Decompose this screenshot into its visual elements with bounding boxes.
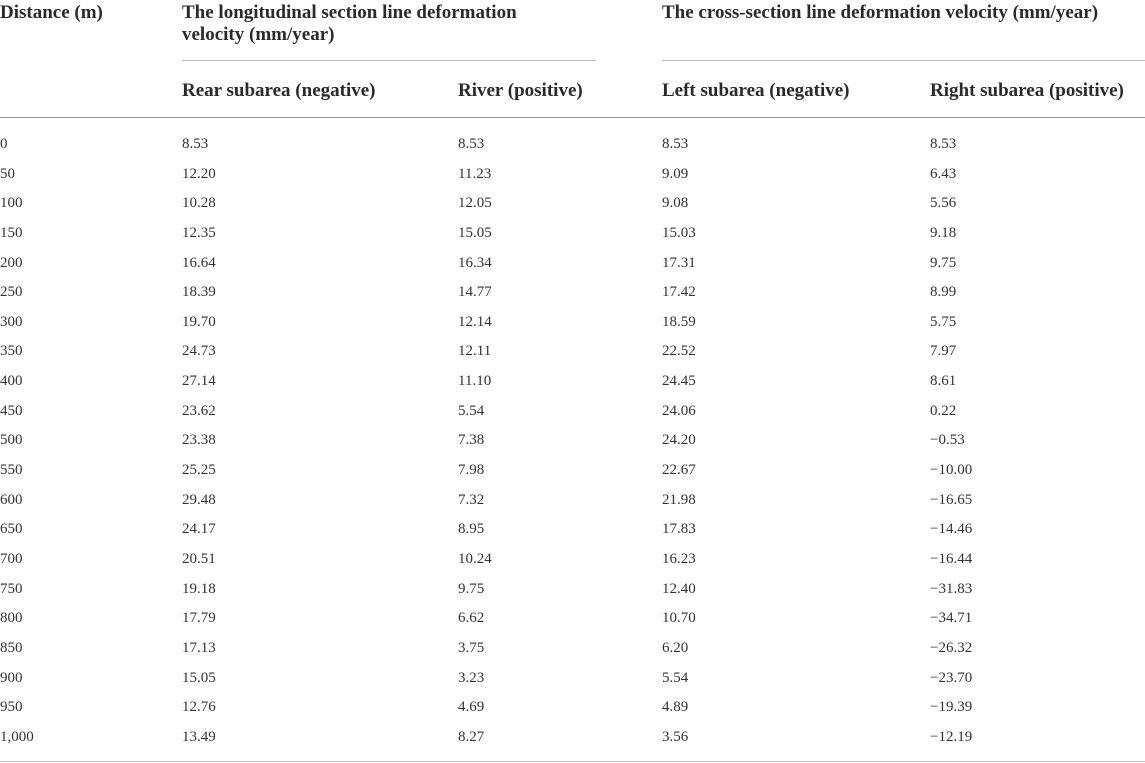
cell-right: 9.75 xyxy=(930,254,957,271)
table-row xyxy=(0,515,1145,545)
cell-distance: 500 xyxy=(0,432,23,449)
cell-river: 12.11 xyxy=(458,343,492,360)
cell-left: 24.06 xyxy=(662,402,696,419)
cell-left: 12.40 xyxy=(662,580,696,597)
cell-left: 21.98 xyxy=(662,491,696,508)
cell-right: 5.56 xyxy=(930,195,957,212)
cell-rear: 24.73 xyxy=(182,343,216,360)
table-row xyxy=(0,723,1145,753)
cell-left: 8.53 xyxy=(662,136,689,152)
cell-right: −19.39 xyxy=(930,699,973,716)
cell-rear: 20.51 xyxy=(182,550,216,567)
cell-right: 5.75 xyxy=(930,313,957,330)
cell-left: 15.03 xyxy=(662,224,696,241)
cell-distance: 150 xyxy=(0,224,23,241)
cell-river: 7.98 xyxy=(458,462,485,479)
cell-rear: 23.38 xyxy=(182,432,216,449)
cell-left: 17.31 xyxy=(662,254,696,271)
cell-right: −10.00 xyxy=(930,462,973,479)
cell-distance: 800 xyxy=(0,610,23,627)
cell-river: 12.14 xyxy=(458,313,492,330)
cell-right: 0.22 xyxy=(930,402,957,419)
table-row xyxy=(0,130,1145,160)
cell-left: 24.20 xyxy=(662,432,696,449)
cell-left: 9.09 xyxy=(662,165,689,182)
cell-left: 17.83 xyxy=(662,521,696,538)
cell-rear: 16.64 xyxy=(182,254,216,271)
cell-left: 10.70 xyxy=(662,610,696,627)
cell-rear: 13.49 xyxy=(182,728,216,745)
cell-left: 5.54 xyxy=(662,669,689,686)
table-row xyxy=(0,189,1145,219)
table-row xyxy=(0,278,1145,308)
cell-right: −34.71 xyxy=(930,610,973,627)
cell-distance: 650 xyxy=(0,521,23,538)
cell-distance: 900 xyxy=(0,669,23,686)
cell-right: −12.19 xyxy=(930,728,973,745)
cell-left: 9.08 xyxy=(662,195,689,212)
cell-rear: 8.53 xyxy=(182,136,209,152)
cell-river: 8.95 xyxy=(458,521,485,538)
cell-river: 12.05 xyxy=(458,195,492,212)
cell-rear: 27.14 xyxy=(182,373,216,390)
table-row xyxy=(0,456,1145,486)
cell-rear: 12.35 xyxy=(182,224,216,241)
cell-distance: 700 xyxy=(0,550,23,567)
table-row xyxy=(0,545,1145,575)
table-row xyxy=(0,337,1145,367)
cell-distance: 950 xyxy=(0,699,23,716)
table-row xyxy=(0,634,1145,664)
cell-right: −16.44 xyxy=(930,550,973,567)
cell-distance: 250 xyxy=(0,284,23,301)
cell-river: 3.75 xyxy=(458,639,485,656)
table-row xyxy=(0,664,1145,694)
cell-left: 22.52 xyxy=(662,343,696,360)
table-row xyxy=(0,308,1145,338)
cell-river: 7.32 xyxy=(458,491,485,508)
cell-distance: 550 xyxy=(0,462,23,479)
group-rule-longitudinal xyxy=(182,60,596,61)
cell-distance: 850 xyxy=(0,639,23,656)
header-river: River (positive) xyxy=(458,80,583,101)
cell-river: 16.34 xyxy=(458,254,492,271)
cell-distance: 400 xyxy=(0,373,23,390)
cell-left: 6.20 xyxy=(662,639,689,656)
cell-river: 11.23 xyxy=(458,165,492,182)
cell-right: −26.32 xyxy=(930,639,973,656)
header-left-subarea: Left subarea (negative) xyxy=(662,80,850,101)
cell-river: 8.27 xyxy=(458,728,485,745)
header-longitudinal: The longitudinal section line deformation velocity (mm/year) xyxy=(182,2,517,45)
cell-river: 5.54 xyxy=(458,402,485,419)
cell-distance: 750 xyxy=(0,580,23,597)
cell-distance: 1,000 xyxy=(0,728,34,745)
cell-rear: 10.28 xyxy=(182,195,216,212)
cell-distance: 600 xyxy=(0,491,23,508)
cell-rear: 17.79 xyxy=(182,610,216,627)
cell-rear: 12.20 xyxy=(182,165,216,182)
cell-river: 11.10 xyxy=(458,373,492,390)
cell-rear: 29.48 xyxy=(182,491,216,508)
header-rear-subarea: Rear subarea (negative) xyxy=(182,80,376,101)
cell-right: 8.53 xyxy=(930,136,957,152)
cell-river: 10.24 xyxy=(458,550,492,567)
cell-right: 8.99 xyxy=(930,284,957,301)
cell-river: 8.53 xyxy=(458,136,485,152)
header-cross: The cross-section line deformation velocity (mm/year) xyxy=(662,2,1099,23)
cell-rear: 19.18 xyxy=(182,580,216,597)
header-distance: Distance (m) xyxy=(0,2,103,23)
cell-right: −23.70 xyxy=(930,669,973,686)
cell-river: 9.75 xyxy=(458,580,485,597)
cell-rear: 23.62 xyxy=(182,402,216,419)
cell-right: −14.46 xyxy=(930,521,973,538)
cell-right: −16.65 xyxy=(930,491,973,508)
table-body xyxy=(0,130,1145,752)
cell-right: 9.18 xyxy=(930,224,957,241)
cell-right: 6.43 xyxy=(930,165,957,182)
cell-rear: 17.13 xyxy=(182,639,216,656)
cell-right: 8.61 xyxy=(930,373,957,390)
cell-left: 24.45 xyxy=(662,373,696,390)
table-row xyxy=(0,397,1145,427)
cell-rear: 25.25 xyxy=(182,462,216,479)
cell-left: 4.89 xyxy=(662,699,689,716)
header-right-subarea: Right subarea (positive) xyxy=(930,80,1124,101)
cell-distance: 200 xyxy=(0,254,23,271)
cell-distance: 100 xyxy=(0,195,23,212)
cell-left: 3.56 xyxy=(662,728,689,745)
cell-distance: 50 xyxy=(0,165,15,182)
table-row xyxy=(0,426,1145,456)
table-row xyxy=(0,160,1145,190)
table-row xyxy=(0,219,1145,249)
header-bottom-rule xyxy=(0,117,1145,118)
cell-river: 14.77 xyxy=(458,284,492,301)
table-row xyxy=(0,693,1145,723)
cell-river: 15.05 xyxy=(458,224,492,241)
cell-rear: 18.39 xyxy=(182,284,216,301)
cell-distance: 0 xyxy=(0,136,8,152)
table-bottom-rule xyxy=(0,761,1145,762)
cell-river: 4.69 xyxy=(458,699,485,716)
table-row xyxy=(0,575,1145,605)
cell-left: 17.42 xyxy=(662,284,696,301)
cell-right: −31.83 xyxy=(930,580,973,597)
cell-left: 18.59 xyxy=(662,313,696,330)
table-row xyxy=(0,367,1145,397)
group-rule-cross xyxy=(662,60,1145,61)
cell-distance: 300 xyxy=(0,313,23,330)
cell-right: −0.53 xyxy=(930,432,965,449)
cell-distance: 450 xyxy=(0,402,23,419)
cell-rear: 15.05 xyxy=(182,669,216,686)
cell-river: 3.23 xyxy=(458,669,485,686)
cell-right: 7.97 xyxy=(930,343,957,360)
cell-distance: 350 xyxy=(0,343,23,360)
table-row xyxy=(0,604,1145,634)
cell-rear: 19.70 xyxy=(182,313,216,330)
cell-rear: 24.17 xyxy=(182,521,216,538)
cell-left: 16.23 xyxy=(662,550,696,567)
table-row xyxy=(0,249,1145,279)
cell-river: 7.38 xyxy=(458,432,485,449)
table-row xyxy=(0,486,1145,516)
cell-left: 22.67 xyxy=(662,462,696,479)
cell-river: 6.62 xyxy=(458,610,485,627)
cell-rear: 12.76 xyxy=(182,699,216,716)
